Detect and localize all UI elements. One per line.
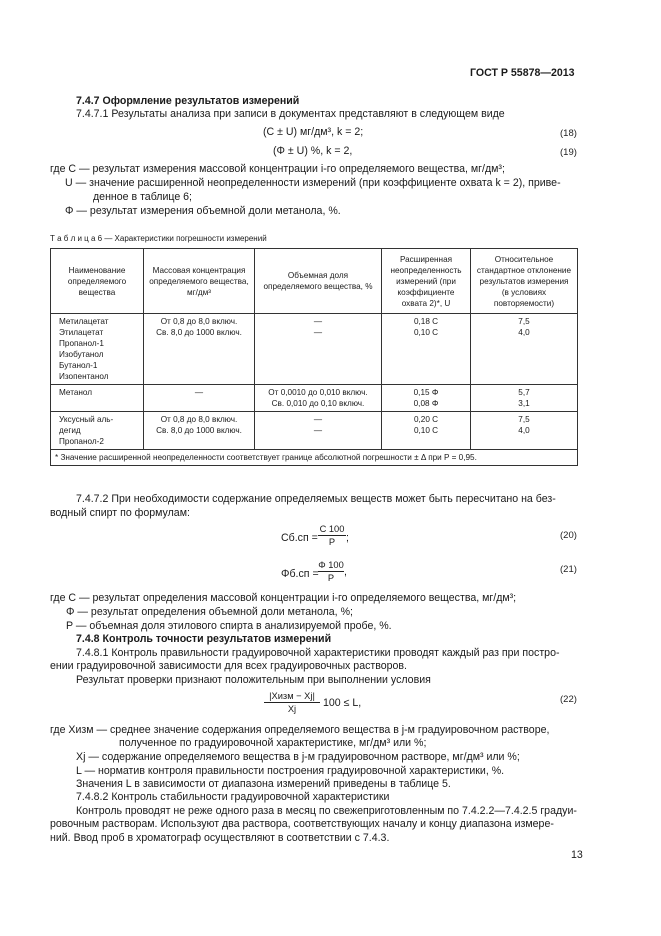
mass-range: Св. 8,0 до 1000 включ. bbox=[156, 426, 242, 435]
error-characteristics-table bbox=[50, 248, 578, 466]
section-heading-7-4-8: 7.4.8 Контроль точности результатов измерений bbox=[76, 633, 332, 645]
equation-22-denominator: Xj bbox=[264, 702, 320, 715]
substance-name: дегид bbox=[59, 426, 81, 435]
paragraph-control-cont: ровочным растворам. Используют два раствора, соответствующих началу и концу диапазона измере- bbox=[50, 818, 554, 830]
substance-name: Уксусный аль- bbox=[59, 415, 114, 424]
where-line: полученное по градуировочной характеристике, мг/дм³ или %; bbox=[119, 737, 427, 749]
table-header-cell: Массовая концентрация определяемого вещества, мг/дм³ bbox=[144, 249, 255, 314]
equation-18-number: (18) bbox=[560, 128, 577, 139]
paragraph-control: Контроль проводят не реже одного раза в месяц по свежеприготовленным по 7.4.2.2—7.4.2.5 градуи- bbox=[76, 805, 577, 817]
rsd-value: 7,5 bbox=[518, 415, 530, 424]
volume-range: — bbox=[313, 328, 323, 337]
table-cell-name bbox=[51, 412, 144, 450]
table-cell-name bbox=[51, 385, 144, 412]
section-heading-7-4-7: 7.4.7 Оформление результатов измерений bbox=[76, 95, 300, 107]
equation-22-fraction bbox=[264, 690, 320, 715]
where-line: Φ — результат измерения объемной доли метанола, %. bbox=[65, 205, 341, 217]
equation-20-fraction bbox=[318, 523, 346, 548]
paragraph-7-4-7-1: 7.4.7.1 Результаты анализа при записи в документах представляют в следующем виде bbox=[76, 108, 505, 120]
document-header: ГОСТ Р 55878—2013 bbox=[470, 67, 575, 79]
substance-name: Изопентанол bbox=[59, 372, 109, 381]
uncertainty-value: 0,15 Φ bbox=[413, 388, 439, 397]
volume-range: — bbox=[313, 415, 323, 424]
table-cell-mass bbox=[144, 385, 255, 412]
table-row bbox=[51, 385, 578, 412]
equation-20-number: (20) bbox=[560, 530, 577, 541]
substance-name: Пропанол-2 bbox=[59, 437, 104, 446]
volume-range: — bbox=[313, 317, 323, 326]
equation-21-lhs: Φб.сп = bbox=[281, 568, 319, 580]
substance-name: Пропанол-1 bbox=[59, 339, 104, 348]
equation-18 bbox=[263, 126, 363, 139]
rsd-value: 5,7 bbox=[518, 388, 530, 397]
where-line: где Xизм — среднее значение содержания определяемого вещества в j-м градуировочном растворе, bbox=[50, 724, 550, 736]
where-line: денное в таблице 6; bbox=[93, 191, 193, 203]
volume-range: От 0,0010 до 0,010 включ. bbox=[268, 388, 368, 397]
uncertainty-value: 0,20 C bbox=[413, 415, 439, 424]
table-cell-name bbox=[51, 314, 144, 385]
paragraph-result: Результат проверки признают положительным при выполнении условия bbox=[76, 674, 431, 686]
table-caption: Т а б л и ц а 6 — Характеристики погрешности измерений bbox=[50, 234, 267, 243]
rsd-value: 7,5 bbox=[518, 317, 530, 326]
equation-20-tail: ; bbox=[346, 532, 349, 544]
equation-20-lhs: Cб.сп = bbox=[281, 532, 318, 544]
substance-name: Бутанол-1 bbox=[59, 361, 98, 370]
table-cell-rsd bbox=[471, 412, 578, 450]
uncertainty-value: 0,10 C bbox=[413, 328, 439, 337]
volume-range: — bbox=[313, 426, 323, 435]
equation-21-denominator: P bbox=[318, 571, 344, 584]
table-row bbox=[51, 412, 578, 450]
equation-20-denominator: P bbox=[318, 535, 346, 548]
equation-18-text: (C ± U) мг/дм³, k = 2; bbox=[263, 126, 364, 138]
substance-name: Изобутанол bbox=[59, 350, 104, 359]
table-cell-rsd bbox=[471, 385, 578, 412]
table-cell-rsd bbox=[471, 314, 578, 385]
table-cell-uncertainty bbox=[382, 314, 471, 385]
table-cell-uncertainty bbox=[382, 412, 471, 450]
where-line: Φ — результат определения объемной доли метанола, %; bbox=[66, 606, 353, 618]
table-header-cell: Объемная доля определяемого вещества, % bbox=[255, 249, 382, 314]
equation-19-number: (19) bbox=[560, 147, 577, 158]
paragraph-7-4-7-2-cont: водный спирт по формулам: bbox=[50, 507, 190, 519]
where-line: где C — результат определения массовой концентрации i-го определяемого вещества, мг/дм³; bbox=[50, 592, 517, 604]
equation-20-numerator: C 100 bbox=[319, 524, 345, 534]
paragraph-7-4-8-1-cont: ении градуировочной зависимости для всех градуировочных растворов. bbox=[50, 660, 407, 672]
mass-range: От 0,8 до 8,0 включ. bbox=[160, 415, 238, 424]
equation-21-numerator: Φ 100 bbox=[318, 560, 344, 570]
table-cell-volume bbox=[255, 385, 382, 412]
mass-range: — bbox=[194, 388, 204, 397]
paragraph-7-4-8-1: 7.4.8.1 Контроль правильности градуировочной характеристики проводят каждый раз при постро- bbox=[76, 647, 560, 659]
table-cell-volume bbox=[255, 314, 382, 385]
table-footnote-row bbox=[51, 450, 578, 466]
rsd-value: 4,0 bbox=[518, 426, 530, 435]
volume-range: Св. 0,010 до 0,10 включ. bbox=[271, 399, 365, 408]
where-line: Xj — содержание определяемого вещества в j-м градуировочном растворе, мг/дм³ или %; bbox=[76, 751, 520, 763]
substance-name: Метанол bbox=[59, 388, 93, 397]
table-cell-volume bbox=[255, 412, 382, 450]
paragraph-7-4-7-2: 7.4.7.2 При необходимости содержание определяемых веществ может быть пересчитано на без- bbox=[76, 493, 556, 505]
uncertainty-value: 0,18 C bbox=[413, 317, 439, 326]
table-footnote: * Значение расширенной неопределенности соответствует границе абсолютной погрешности ± Δ при P = 0,95. bbox=[51, 450, 578, 466]
substance-name: Этилацетат bbox=[59, 328, 104, 337]
mass-range: От 0,8 до 8,0 включ. bbox=[160, 317, 238, 326]
rsd-value: 4,0 bbox=[518, 328, 530, 337]
paragraph-L-values: Значения L в зависимости от диапазона измерений приведены в таблице 5. bbox=[76, 778, 451, 790]
page-number: 13 bbox=[571, 849, 583, 861]
table-cell-mass bbox=[144, 314, 255, 385]
table-header-cell: Относительное стандартное отклонение результатов измерения (в условиях повторяемости) bbox=[471, 249, 578, 314]
mass-range: Св. 8,0 до 1000 включ. bbox=[156, 328, 242, 337]
where-line: P — объемная доля этилового спирта в анализируемой пробе, %. bbox=[66, 620, 392, 632]
table-header-row bbox=[51, 249, 578, 314]
table-header-cell: Наименование определяемого вещества bbox=[51, 249, 144, 314]
table-cell-mass bbox=[144, 412, 255, 450]
equation-21-tail: , bbox=[344, 566, 347, 578]
equation-22-number: (22) bbox=[560, 694, 577, 705]
table-row bbox=[51, 314, 578, 385]
table-header-cell: Расширенная неопределенность измерений (при коэффициенте охвата 2)*, U bbox=[382, 249, 471, 314]
table-cell-uncertainty bbox=[382, 385, 471, 412]
where-line: L — норматив контроля правильности построения градуировочной характеристики, %. bbox=[76, 765, 505, 777]
equation-21-fraction bbox=[318, 559, 344, 584]
rsd-value: 3,1 bbox=[518, 399, 530, 408]
paragraph-7-4-8-2: 7.4.8.2 Контроль стабильности градуировочной характеристики bbox=[76, 791, 390, 803]
equation-22-tail: 100 ≤ L, bbox=[323, 697, 362, 709]
equation-22-numerator: |Xизм − Xj| bbox=[269, 691, 315, 701]
uncertainty-value: 0,08 Φ bbox=[413, 399, 439, 408]
substance-name: Метилацетат bbox=[59, 317, 109, 326]
where-line: U — значение расширенной неопределенности измерений (при коэффициенте охвата k = 2), приве- bbox=[65, 177, 561, 189]
paragraph-control-cont: ний. Ввод проб в хроматограф осуществляют в соответствии с 7.4.3. bbox=[50, 832, 390, 844]
equation-19-text: (Φ ± U) %, k = 2, bbox=[273, 145, 353, 157]
where-line: где C — результат измерения массовой концентрации i-го определяемого вещества, мг/дм³; bbox=[50, 163, 505, 175]
uncertainty-value: 0,10 C bbox=[413, 426, 439, 435]
equation-21-number: (21) bbox=[560, 564, 577, 575]
equation-19 bbox=[273, 145, 352, 158]
